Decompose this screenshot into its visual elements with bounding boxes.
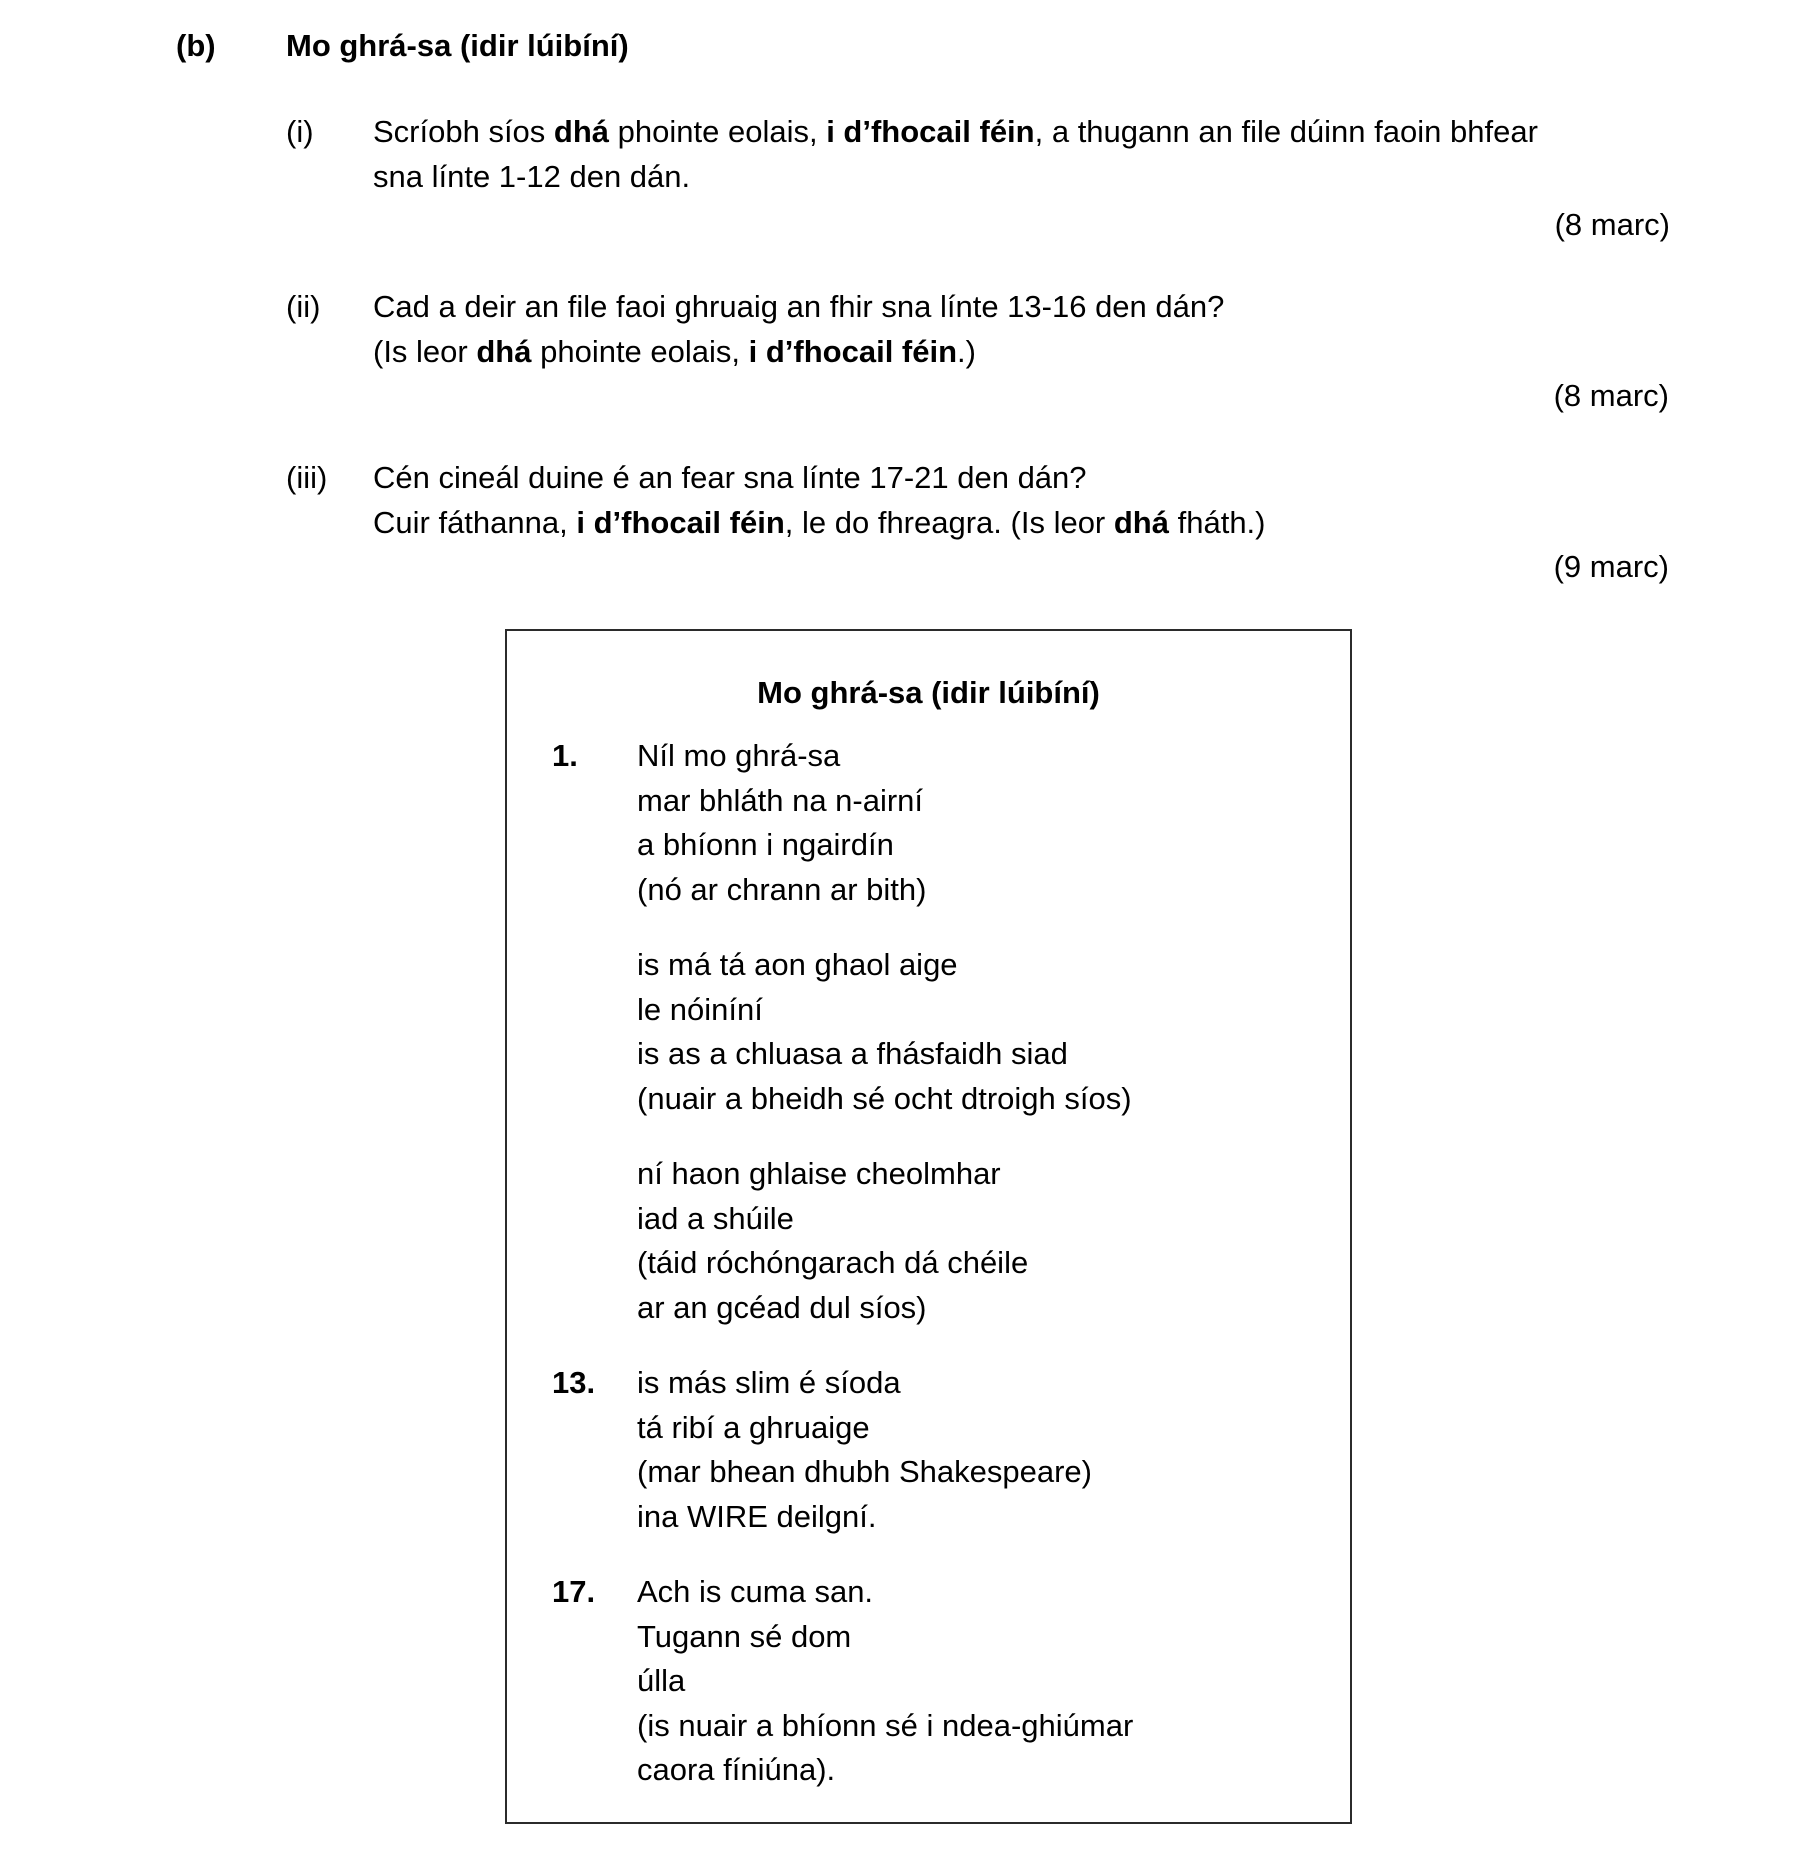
poem-line: le nóiníní [637,991,763,1027]
text-run: Cad a deir an file faoi ghruaig an fhir sna línte 13-16 den dán? [373,289,1225,324]
text-run-bold: i d’fhocail féin [748,333,958,369]
poem-line: ar an gcéad dul síos) [637,1289,927,1325]
poem-line: úlla [637,1663,686,1698]
poem-line: Ach is cuma san. [637,1574,874,1609]
poem-line: mar bhláth na n-airní [637,782,924,818]
text-run: .) [957,333,976,369]
question-number: (i) [286,114,314,149]
text-run: Cuir fáthanna, [373,504,577,540]
stanza-lines [637,1361,1092,1539]
poem-line: iad a shúile [637,1200,794,1236]
poem-line: is má tá aon ghaol aige [637,947,958,982]
stanza-lines [637,1152,1028,1330]
question-number: (ii) [286,289,321,324]
poem-line: (nó ar chrann ar bith) [637,871,927,907]
poem-line: (nuair a bheidh sé ocht dtroigh síos) [637,1080,1132,1116]
text-run-bold: i d’fhocail féin [826,114,1035,149]
question-ii [286,285,1686,385]
poem-line: caora fíniúna). [637,1752,836,1787]
text-run: phointe eolais, [609,114,827,149]
text-run: , a thugann an file dúinn faoin bhfear [1034,114,1538,149]
poem-box [505,629,1352,1824]
section-title: Mo ghrá-sa (idir lúibíní) [286,28,629,63]
text-run: Scríobh síos [373,114,554,149]
poem-line: (is nuair a bhíonn sé i ndea-ghiúmar [637,1707,1134,1743]
marks-label: (8 marc) [1553,378,1669,413]
question-line [373,110,1538,155]
marks-label: (8 marc) [1554,207,1670,242]
question-line [373,285,1224,330]
section-label: (b) [176,28,216,63]
poem-line: Tugann sé dom [637,1618,852,1654]
question-line [373,155,1538,200]
poem-line: (mar bhean dhubh Shakespeare) [637,1454,1092,1489]
text-run-bold: dhá [1113,504,1169,540]
poem-line: ní haon ghlaise cheolmhar [637,1156,1001,1191]
question-iii [286,456,1686,556]
stanza-lines [637,734,926,912]
line-number: 17. [552,1574,596,1609]
poem-line: Níl mo ghrá-sa [637,738,841,773]
question-text [373,456,1266,545]
text-run: fháth.) [1169,504,1266,540]
text-run-bold: dhá [553,114,610,149]
line-number: 13. [552,1365,596,1400]
poem-line: is más slim é síoda [637,1365,901,1400]
question-number: (iii) [286,460,328,495]
text-run-bold: dhá [476,333,532,369]
stanza-lines [637,943,1132,1121]
poem-line: ina WIRE deilgní. [637,1498,877,1534]
text-run: phointe eolais, [531,333,749,369]
poem-line: a bhíonn i ngairdín [637,827,894,862]
text-run: sna línte 1-12 den dán. [373,158,691,194]
question-text [373,110,1538,199]
text-run: , le do fhreagra. (Is leor [784,504,1114,540]
question-text [373,285,1224,374]
question-line [373,330,1224,375]
question-line [373,501,1266,546]
line-number: 1. [552,738,578,773]
text-run: Cén cineál duine é an fear sna línte 17-21 den dán? [373,460,1087,495]
text-run-bold: i d’fhocail féin [576,504,785,540]
poem-line: (táid róchóngarach dá chéile [637,1245,1029,1280]
question-i [286,110,1686,250]
marks-label: (9 marc) [1553,549,1669,584]
poem-line: tá ribí a ghruaige [637,1409,870,1445]
text-run: (Is leor [373,333,477,369]
poem-line: is as a chluasa a fhásfaidh siad [637,1036,1068,1071]
poem-title: Mo ghrá-sa (idir lúibíní) [757,675,1100,710]
question-line [373,456,1266,501]
stanza-lines [637,1570,1133,1793]
